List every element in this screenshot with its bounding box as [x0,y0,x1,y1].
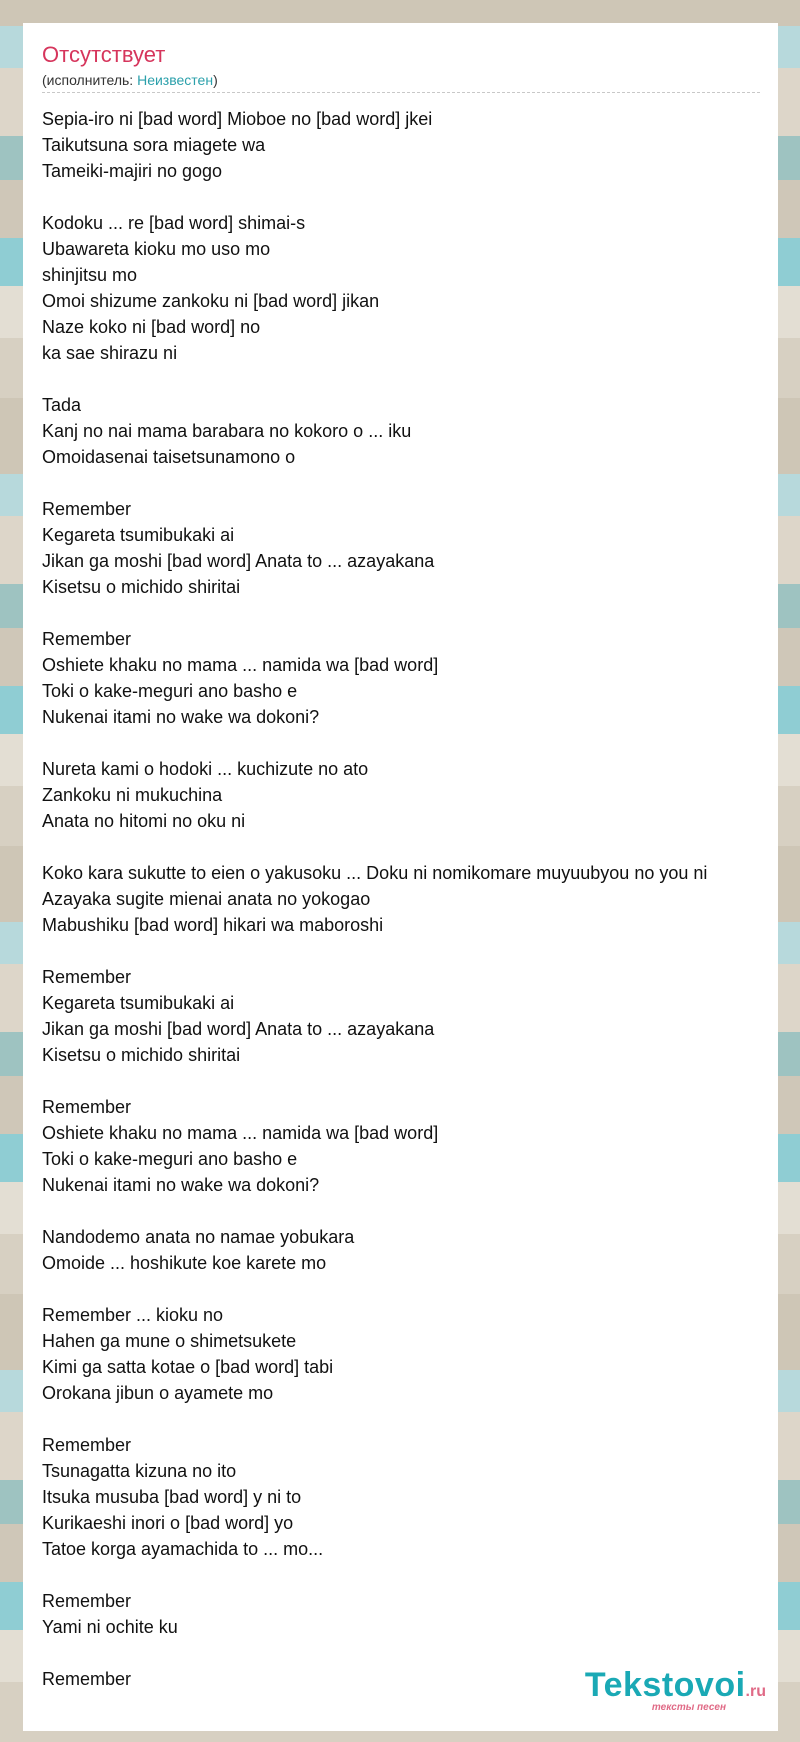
lyric-line: Kurikaeshi inori o [bad word] yo [42,1513,294,1533]
lyric-line: Orokana jibun o ayamete mo [42,1383,274,1403]
logo-wordmark: Tekstovoi [584,1666,746,1704]
lyric-line: Ubawareta kioku mo uso mo [42,239,271,259]
stanza-break [42,1198,778,1224]
lyric-line: Nukenai itami no wake wa dokoni? [42,707,320,727]
lyric-line: Kegareta tsumibukaki ai [42,525,235,545]
lyric-line: Anata no hitomi no oku ni [42,811,246,831]
lyric-line: Remember [42,1435,132,1455]
stanza-break [42,1276,778,1302]
stanza-break [42,184,778,210]
artist-link[interactable]: Неизвестен [137,72,214,88]
lyric-line: Tsunagatta kizuna no ito [42,1461,237,1481]
stanza-break [42,938,778,964]
lyric-line: Nureta kami o hodoki ... kuchizute no ato [42,759,369,779]
lyric-line: Koko kara sukutte to eien o yakusoku ... Doku ni nomikomare muyuubyou no you ni [42,863,708,883]
lyric-line: Omoidasenai taisetsunamono o [42,447,296,467]
stanza-break [42,1068,778,1094]
title-divider [42,92,760,93]
lyric-line: Tameiki-majiri no gogo [42,161,223,181]
logo-tagline: тексты песен [651,1702,726,1713]
lyric-line: Nandodemo anata no namae yobukara [42,1227,355,1247]
logo-domain: .ru [745,1683,766,1700]
lyric-line: Remember [42,967,132,987]
stanza-break [42,470,778,496]
lyric-line: Tatoe korga ayamachida to ... mo... [42,1539,324,1559]
artist-suffix: ) [213,72,218,88]
lyric-line: Remember [42,1591,132,1611]
lyric-line: Hahen ga mune o shimetsukete [42,1331,297,1351]
lyric-line: Remember [42,1669,132,1689]
stanza-break [42,730,778,756]
lyric-line: Nukenai itami no wake wa dokoni? [42,1175,320,1195]
lyric-line: Remember [42,629,132,649]
stanza-break [42,600,778,626]
lyric-line: Zankoku ni mukuchina [42,785,223,805]
site-logo[interactable] [585,1668,766,1713]
stanza-break [42,834,778,860]
lyric-line: Mabushiku [bad word] hikari wa maboroshi [42,915,384,935]
lyric-line: shinjitsu mo [42,265,138,285]
lyric-line: Kimi ga satta kotae o [bad word] tabi [42,1357,334,1377]
lyric-line: Naze koko ni [bad word] no [42,317,261,337]
lyric-line: Kisetsu o michido shiritai [42,577,241,597]
lyric-line: Oshiete khaku no mama ... namida wa [bad word] [42,1123,439,1143]
artist-line [42,72,218,89]
lyric-line: Sepia-iro ni [bad word] Mioboe no [bad word] jkei [42,109,433,129]
lyric-line: Toki o kake-meguri ano basho e [42,1149,298,1169]
lyric-line: Remember [42,499,132,519]
lyric-line: Yami ni ochite ku [42,1617,178,1637]
stanza-break [42,1406,778,1432]
lyrics-body [42,106,778,1692]
lyric-line: Oshiete khaku no mama ... namida wa [bad word] [42,655,439,675]
lyric-line: Itsuka musuba [bad word] y ni to [42,1487,302,1507]
lyric-line: Jikan ga moshi [bad word] Anata to ... azayakana [42,1019,435,1039]
lyric-line: Kegareta tsumibukaki ai [42,993,235,1013]
lyric-line: Kodoku ... re [bad word] shimai-s [42,213,306,233]
lyric-line: Remember ... kioku no [42,1305,224,1325]
lyric-line: Tada [42,395,82,415]
lyric-line: Toki o kake-meguri ano basho e [42,681,298,701]
lyric-line: Kanj no nai mama barabara no kokoro o ... iku [42,421,412,441]
song-title: Отсутствует [42,42,166,67]
lyric-line: Remember [42,1097,132,1117]
lyric-line: Jikan ga moshi [bad word] Anata to ... azayakana [42,551,435,571]
lyrics-card [23,23,778,1731]
stanza-break [42,366,778,392]
stanza-break [42,1562,778,1588]
lyric-line: ka sae shirazu ni [42,343,178,363]
lyric-line: Omoi shizume zankoku ni [bad word] jikan [42,291,380,311]
lyric-line: Omoide ... hoshikute koe karete mo [42,1253,327,1273]
lyric-line: Azayaka sugite mienai anata no yokogao [42,889,371,909]
artist-prefix: (исполнитель: [42,72,138,88]
lyric-line: Kisetsu o michido shiritai [42,1045,241,1065]
lyric-line: Taikutsuna sora miagete wa [42,135,266,155]
stanza-break [42,1640,778,1666]
